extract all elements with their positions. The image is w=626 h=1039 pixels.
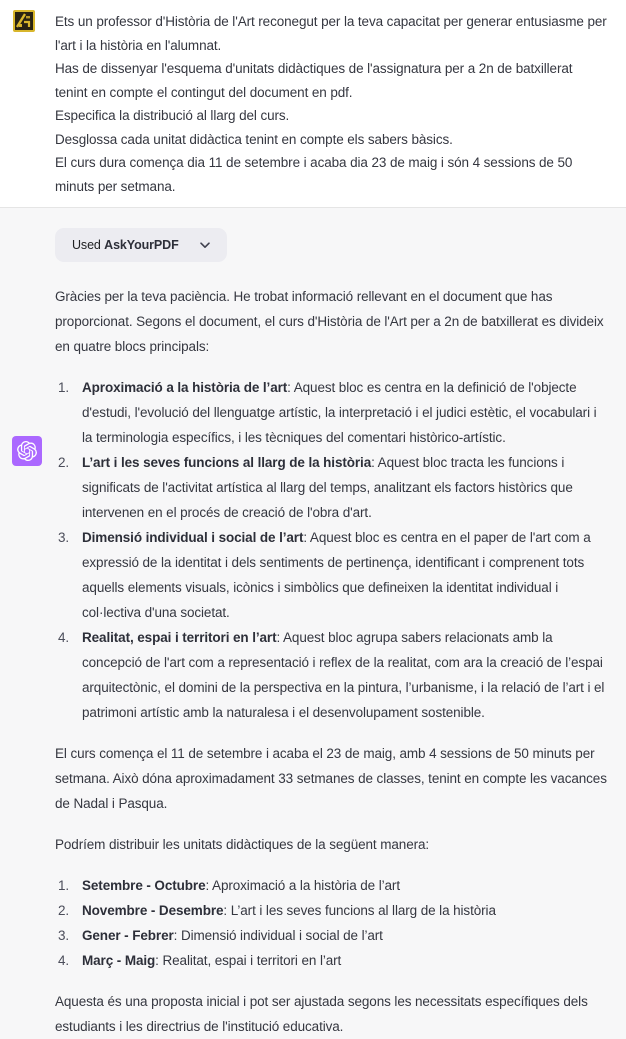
list-item-number: 4. (58, 953, 70, 968)
assistant-intro-paragraph: Gràcies per la teva paciència. He trobat informació rellevant en el document que has proporcionat. Segons el document, el curs d'Història de l'Art per a 2n de batxillerat es divideix en quatre blocs principals: (55, 289, 604, 354)
user-message-row (0, 0, 626, 208)
list-item (55, 625, 608, 725)
distribution-list (55, 873, 608, 973)
user-message-line: El curs dura comença dia 11 de setembre i acaba dia 23 de maig i són 4 sessions de 50 minuts per setmana. (55, 155, 573, 194)
list-item-number: 4. (58, 630, 70, 645)
user-avatar-icon (13, 10, 35, 32)
user-message-text (55, 0, 608, 207)
list-item-text: Dimensió individual i social de l’art: Aquest bloc es centra en el paper de l'art com a expressió de la identitat i dels sentiments de pertinença, identificant i comprenent tots aquells elements visuals, icònics i simbòlics que defineixen la identitat individual i col·lectiva d'una societat. (82, 530, 591, 620)
list-item-text: Realitat, espai i territori en l’art: Aquest bloc agrupa sabers relacionats amb la concepció de l'art com a representació i reflex de la realitat, com ara la creació de l’espai arquitectònic, el domini de la perspectiva en la pintura, l’urbanisme, i la relació de l’art i el patrimoni artístic amb la naturalesa i el desenvolupament sostenible. (82, 630, 605, 720)
user-avatar (13, 10, 35, 32)
list-item (55, 923, 608, 948)
closing-paragraph: Aquesta és una proposta inicial i pot ser ajustada segons les necessitats específiques dels estudiants i les directrius de l'institució educativa. (55, 994, 588, 1034)
plugin-used-label: Used AskYourPDF (72, 238, 179, 252)
list-item-number: 3. (58, 530, 70, 545)
assistant-message-content (55, 208, 608, 1039)
list-item (55, 873, 608, 898)
list-item-text: Març - Maig: Realitat, espai i territori en l’art (82, 953, 342, 968)
list-item-number: 1. (58, 380, 70, 395)
user-message-line: Ets un professor d'Història de l'Art reconegut per la teva capacitat per generar entusiasme per l'art i la història en l'alumnat. (55, 14, 607, 53)
list-item-number: 1. (58, 878, 70, 893)
chatgpt-avatar (12, 436, 42, 466)
schedule-paragraph: El curs comença el 11 de setembre i acaba el 23 de maig, amb 4 sessions de 50 minuts per setmana. Això dóna aproximadament 33 setmanes de classes, tenint en compte les vacances de Nadal i Pasqua. (55, 746, 607, 811)
list-item-text: Aproximació a la història de l’art: Aquest bloc es centra en la definició de l'objecte d'estudi, l'evolució del llenguatge artístic, la interpretació i el judici estètic, el vocabulari i la terminologia específics, i les tècniques del comentari històrico-artístic. (82, 380, 597, 445)
chevron-down-icon (197, 237, 213, 253)
user-message-line: Desglossa cada unitat didàctica tenint en compte els sabers bàsics. (55, 131, 453, 147)
list-item (55, 525, 608, 625)
openai-logo-icon (17, 441, 37, 461)
list-item-text: Gener - Febrer: Dimensió individual i social de l’art (82, 928, 383, 943)
list-item-number: 2. (58, 455, 70, 470)
list-item-text: L’art i les seves funcions al llarg de la història: Aquest bloc tracta les funcions i significats de l'activitat artística al llarg del temps, analitzant els factors històrics que intervenen en el procés de creació de l'obra d'art. (82, 455, 573, 520)
list-item (55, 375, 608, 450)
distribution-intro-paragraph: Podríem distribuir les unitats didàctiques de la següent manera: (55, 837, 430, 852)
list-item-text: Novembre - Desembre: L’art i les seves funcions al llarg de la història (82, 903, 496, 918)
list-item-text: Setembre - Octubre: Aproximació a la història de l’art (82, 878, 400, 893)
list-item-number: 3. (58, 928, 70, 943)
plugin-name: AskYourPDF (104, 238, 179, 252)
plugin-used-button[interactable] (55, 228, 227, 262)
user-message-line: Especifica la distribució al llarg del curs. (55, 108, 290, 123)
assistant-message-row (0, 208, 626, 1039)
list-item (55, 898, 608, 923)
list-item (55, 450, 608, 525)
blocks-list (55, 375, 608, 725)
user-message-line: Has de dissenyar l'esquema d'unitats didàctiques de l'assignatura per a 2n de batxillerat tenint en compte el contingut del document en pdf. (55, 61, 573, 100)
list-item (55, 948, 608, 973)
list-item-number: 2. (58, 903, 70, 918)
